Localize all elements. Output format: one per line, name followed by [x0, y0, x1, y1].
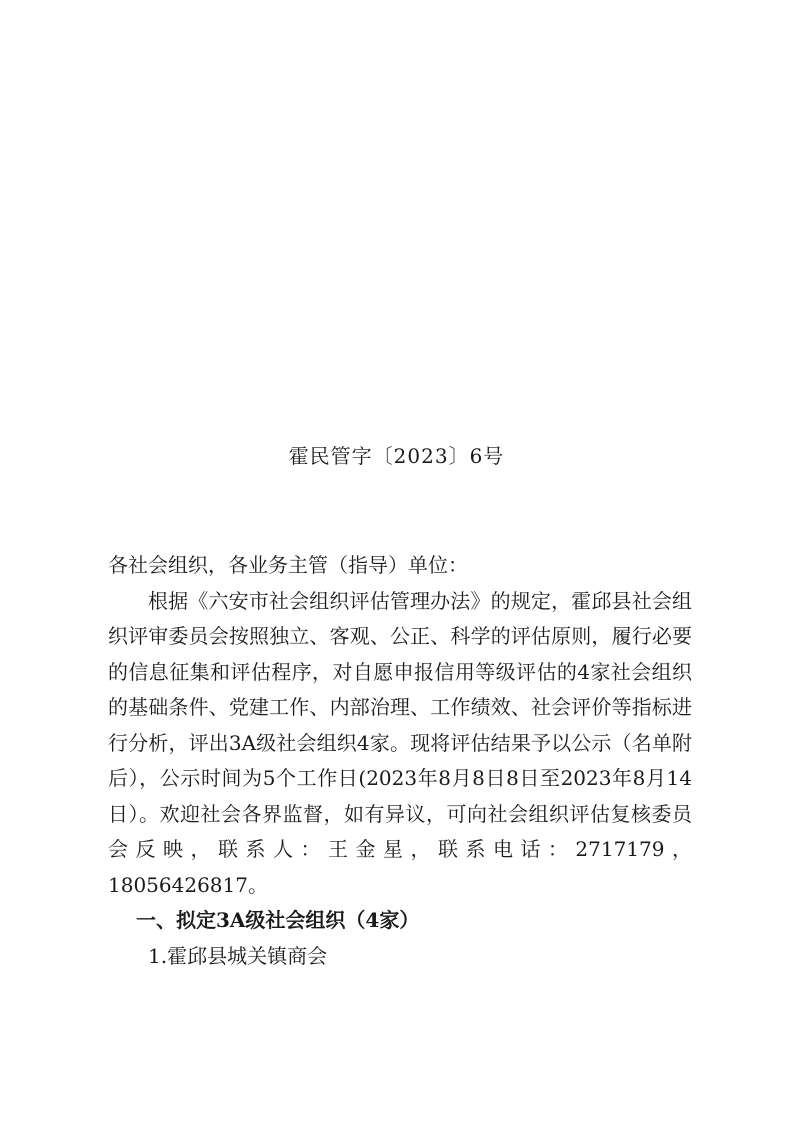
list-item: 1.霍邱县城关镇商会 — [148, 943, 328, 968]
document-number: 霍民管字〔2023〕6号 — [288, 444, 505, 468]
section-heading: 一、拟定3A级社会组织（4家） — [136, 908, 420, 932]
main-paragraph: 根据《六安市社会组织评估管理办法》的规定，霍邱县社会组织评审委员会按照独立、客观、公正、科学的评估原则，履行必要的信息征集和评估程序，对自愿申报信用等级评估的4家社会组织的基础条件、党建工作、内部治理、工作绩效、社会评价等指标进行分析，评出3A级社会组织4家。现将评估结果予以公示（名单附后），公示时间为5个工作日(2023年8月8日8日至2023年8月14日）。欢迎社会各界监督，如有异议，可向社会组织评估复核委员会反映，联系人：王金星，联系电话：2717179，18056426817。 — [108, 588, 692, 897]
salutation: 各社会组织，各业务主管（指导）单位： — [108, 553, 468, 577]
document-body — [108, 548, 692, 974]
